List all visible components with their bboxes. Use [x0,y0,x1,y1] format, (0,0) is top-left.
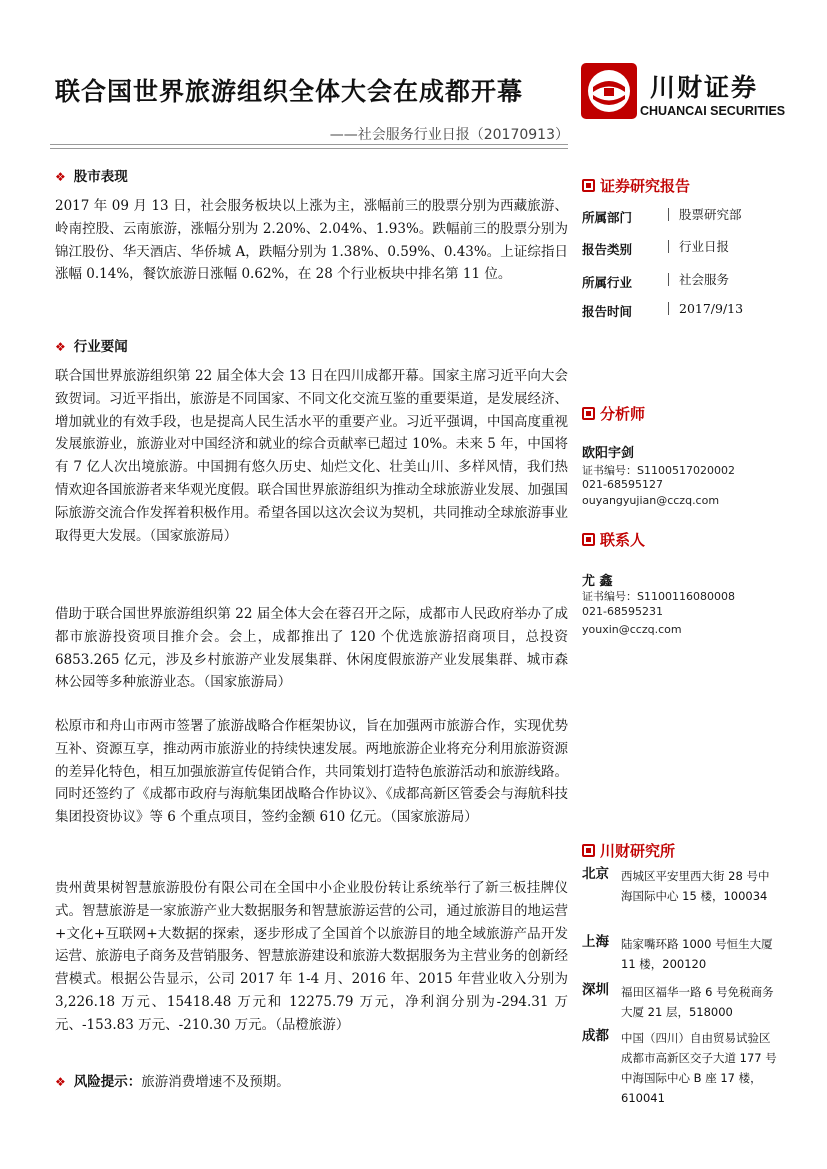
risk-note [55,1070,290,1090]
header-rule [50,148,568,149]
office-address: 陆家嘴环路 1000 号恒生大厦 11 楼，200120 [621,937,773,971]
office-city: 深圳 [582,982,609,998]
office-city: 成都 [582,1028,609,1044]
news-paragraph: 贵州黄果树智慧旅游股份有限公司在全国中小企业股份转让系统举行了新三板挂牌仪式。智慧旅游是一家旅游产业大数据服务和智慧旅游运营的公司，通过旅游目的地运营+文化+互联网+大数据的探索，逐步形成了全国首个以旅游目的地全域旅游产品开发运营、旅游电子商务及营销服务、智慧旅游建设和旅游大数据服务为主营业务的创新经营模式。根据公告显示，公司 2017 年 1-4 月、2016 年、2015 年营业收入分别为 3,226.18 万元、15418.48 万元和 12275.79 万元，净利润分别为-294.31 万元、-153.83 万元、-210.30 万元。（品橙旅游） [55,880,568,1033]
contact-phone: 021-68595231 [582,605,663,618]
report-title: 联合国世界旅游组织全体大会在成都开幕 [55,77,524,106]
risk-text: 旅游消费增速不及预期。 [141,1074,290,1090]
office-address: 西城区平安里西大街 28 号中海国际中心 15 楼，100034 [621,869,770,903]
sidebar-heading-institute: 川财研究所 [582,840,675,861]
square-bullet-icon [582,844,595,857]
diamond-bullet-icon: ❖ [55,170,66,184]
analyst-phone: 021-68595127 [582,478,663,491]
square-bullet-icon [582,407,595,420]
chuancai-logo-icon [580,62,638,120]
news-paragraph: 借助于联合国世界旅游组织第 22 届全体大会在蓉召开之际，成都市人民政府举办了成都市旅游投资项目推介会。会上，成都推出了 120 个优选旅游招商项目，总投资 6853.265 亿元，涉及乡村旅游产业发展集群、休闲度假旅游产业发展集群、城市森林公园等多种旅游业态。（国家旅游局） [55,606,568,691]
section-heading-market: ❖ 股市表现 [55,169,128,185]
diamond-bullet-icon: ❖ [55,340,66,354]
square-bullet-icon [582,533,595,546]
risk-label: 风险提示： [73,1074,142,1090]
analyst-email[interactable]: ouyangyujian@cczq.com [582,494,720,507]
analyst-name: 欧阳宇剑 [582,446,635,461]
office-address: 中国（四川）自由贸易试验区成都市高新区交子大道 177 号中海国际中心 B 座 17 楼，610041 [621,1031,777,1105]
diamond-bullet-icon: ❖ [55,1075,66,1089]
section-heading-news: ❖ 行业要闻 [55,339,128,355]
contact-cert: 证书编号：S1100116080008 [582,590,735,603]
office-city: 上海 [582,934,609,950]
header-rule [50,144,568,145]
analyst-cert: 证书编号：S1100517020002 [582,464,735,477]
news-paragraph: 联合国世界旅游组织第 22 届全体大会 13 日在四川成都开幕。国家主席习近平向大会致贺词。习近平指出，旅游是不同国家、不同文化交流互鉴的重要渠道，是发展经济、增加就业的有效手段，也是提高人民生活水平的重要产业。习近平强调，中国高度重视发展旅游业，旅游业对中国经济和就业的综合贡献率已超过 10%。未来 5 年，中国将有 7 亿人次出境旅游。中国拥有悠久历史、灿烂文化、壮美山川、多样风情，我们热情欢迎各国旅游者来华观光度假。联合国世界旅游组织为推动全球旅游业发展、加强国际旅游交流合作发挥着积极作用。希望各国以这次会议为契机，共同推动全球旅游事业取得更大发展。（国家旅游局） [55,368,568,544]
contact-email[interactable]: youxin@cczq.com [582,623,682,636]
report-subtitle: ——社会服务行业日报（20170913） [329,127,569,143]
market-paragraph: 2017 年 09 月 13 日，社会服务板块以上涨为主，涨幅前三的股票分别为西藏旅游、岭南控股、云南旅游，涨幅分别为 2.20%、2.04%、1.93%。跌幅前三的股票分别为锦江股份、华天酒店、华侨城 A，跌幅分别为 1.38%、0.59%、0.43%。上证综指日涨幅 0.14%，餐饮旅游日涨幅 0.62%，在 28 个行业板块中排名第 11 位。 [55,198,568,283]
office-city: 北京 [582,866,609,882]
sidebar-heading-analyst: 分析师 [582,403,645,424]
contact-name: 尤 鑫 [582,574,613,589]
brand-name-en: CHUANCAI SECURITIES [640,104,786,118]
sidebar-heading-contact: 联系人 [582,529,645,550]
sidebar-heading-report: 证券研究报告 [582,175,690,196]
square-bullet-icon [582,179,595,192]
office-address: 福田区福华一路 6 号免税商务大厦 21 层，518000 [621,985,774,1019]
brand-name: 川财证券 [650,73,759,102]
news-paragraph: 松原市和舟山市两市签署了旅游战略合作框架协议，旨在加强两市旅游合作，实现优势互补、资源互享，推动两市旅游业的持续快速发展。两地旅游企业将充分利用旅游资源的差异化特色，相互加强旅游宣传促销合作，共同策划打造特色旅游活动和旅游线路。同时还签约了《成都市政府与海航集团战略合作协议》、《成都高新区管委会与海航科技集团投资协议》等 6 个重点项目，签约金额 610 亿元。（国家旅游局） [55,718,568,826]
